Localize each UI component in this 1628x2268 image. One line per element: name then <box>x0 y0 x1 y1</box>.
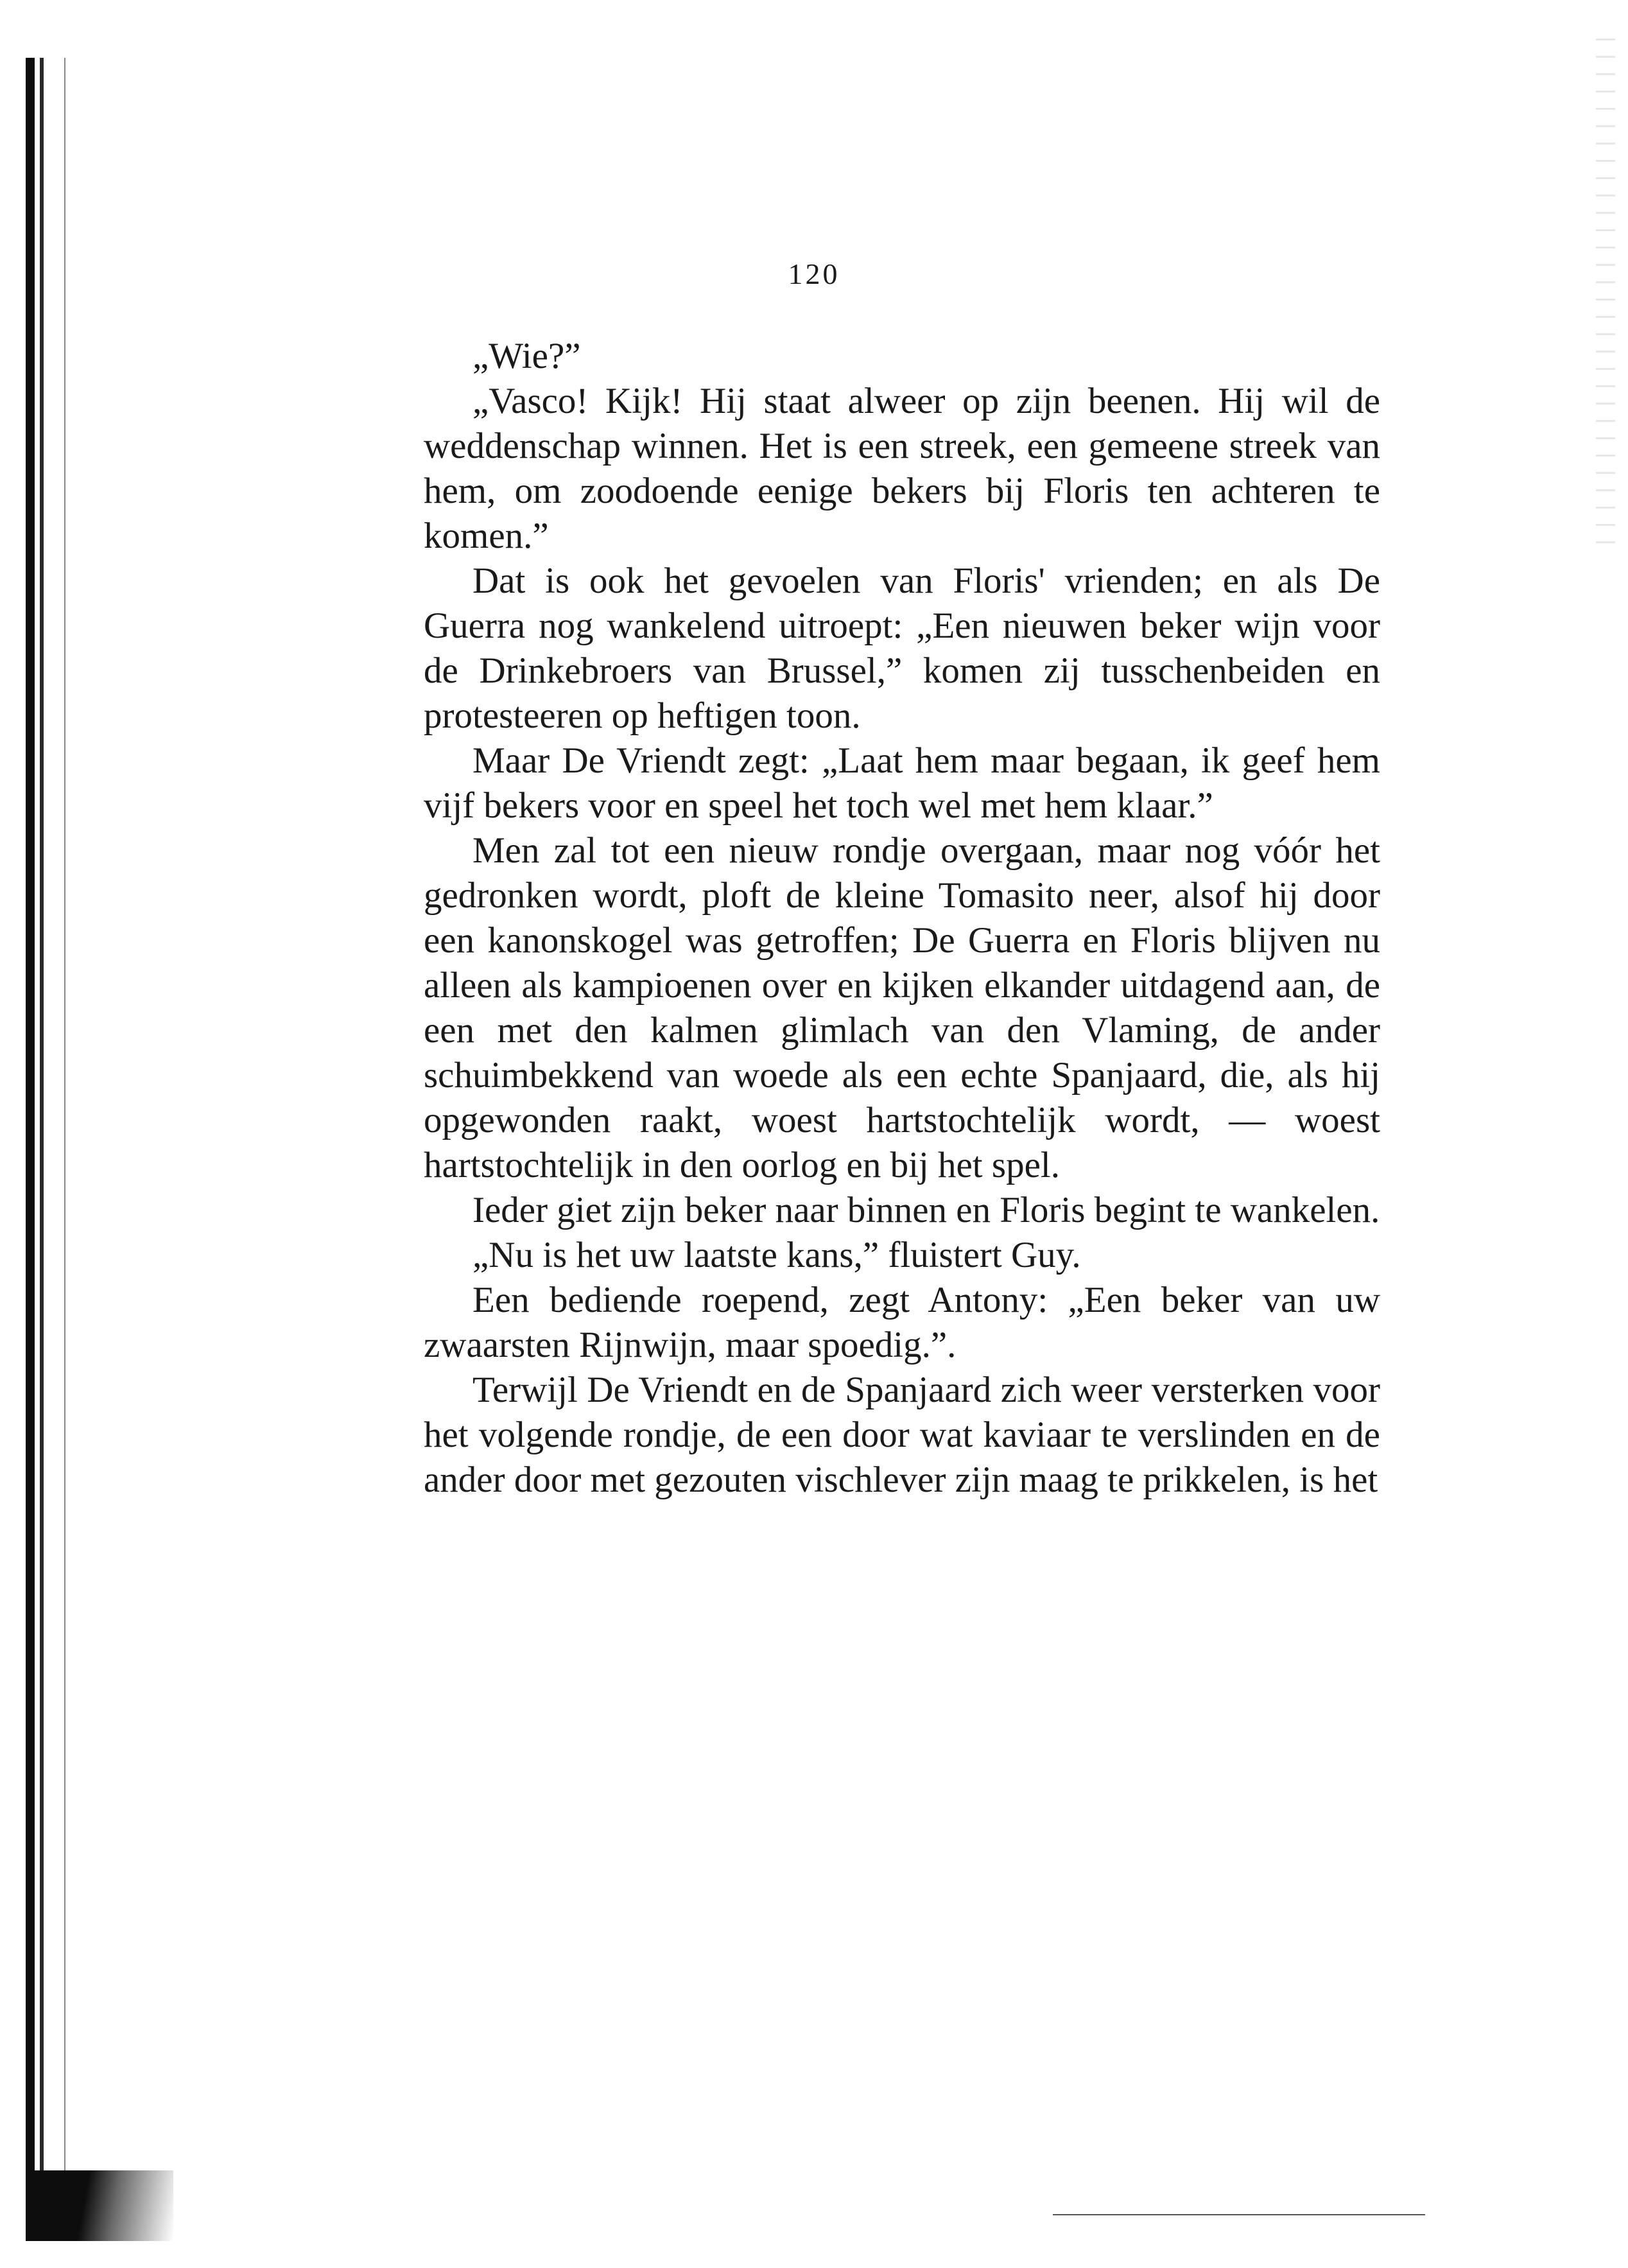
paragraph: Een bediende roepend, zegt Antony: „Een beker van uw zwaarsten Rijnwijn, maar spoedig.”. <box>424 1280 1380 1365</box>
paragraph: Men zal tot een nieuw rondje overgaan, maar nog vóór het gedronken wordt, ploft de kleine Tomasito neer, alsof hij door een kanonskogel was getroffen; De Guerra en Floris blijven nu alleen als kampioenen over en kijken elkander uitdagend aan, de een met den kalmen glimlach van den Vlaming, de ander schuimbekkend van woede als een echte Spanjaard, die, als hij opgewonden raakt, woest hartstochtelijk wordt, — woest hartstochtelijk in den oorlog en bij het spel. <box>424 830 1380 1185</box>
paragraph: Terwijl De Vriendt en de Spanjaard zich weer versterken voor het volgende rondje, de een door wat kaviaar te verslinden en de ander door met gezouten vischlever zijn maag te prikkelen, is het <box>424 1370 1380 1500</box>
footer-rule <box>1053 2214 1425 2215</box>
book-gutter-shadow <box>26 58 103 2228</box>
paragraph: „Vasco! Kijk! Hij staat alweer op zijn beenen. Hij wil de weddenschap winnen. Het is een streek, een gemeene streek van hem, om zoodoende eenige bekers bij Floris ten achteren te komen.” <box>424 381 1380 556</box>
paragraph: Dat is ook het gevoelen van Floris' vrienden; en als De Guerra nog wankelend uitroept: „Een nieuwen beker wijn voor de Drinkebroers van Brussel,” komen zij tusschenbeiden en protesteeren op heftigen toon. <box>424 561 1380 736</box>
paragraph: Maar De Vriendt zegt: „Laat hem maar begaan, ik geef hem vijf bekers voor en speel het toch wel met hem klaar.” <box>424 740 1380 826</box>
page-number: 120 <box>788 257 840 290</box>
paragraph: „Wie?” <box>472 336 581 376</box>
book-gutter-corner <box>26 2170 173 2241</box>
paragraph: Ieder giet zijn beker naar binnen en Floris begint te wankelen. <box>472 1190 1380 1230</box>
body-text <box>424 334 1380 1503</box>
scan-edge-speckle <box>1596 39 1615 552</box>
paragraph: „Nu is het uw laatste kans,” fluistert Guy. <box>472 1235 1081 1275</box>
